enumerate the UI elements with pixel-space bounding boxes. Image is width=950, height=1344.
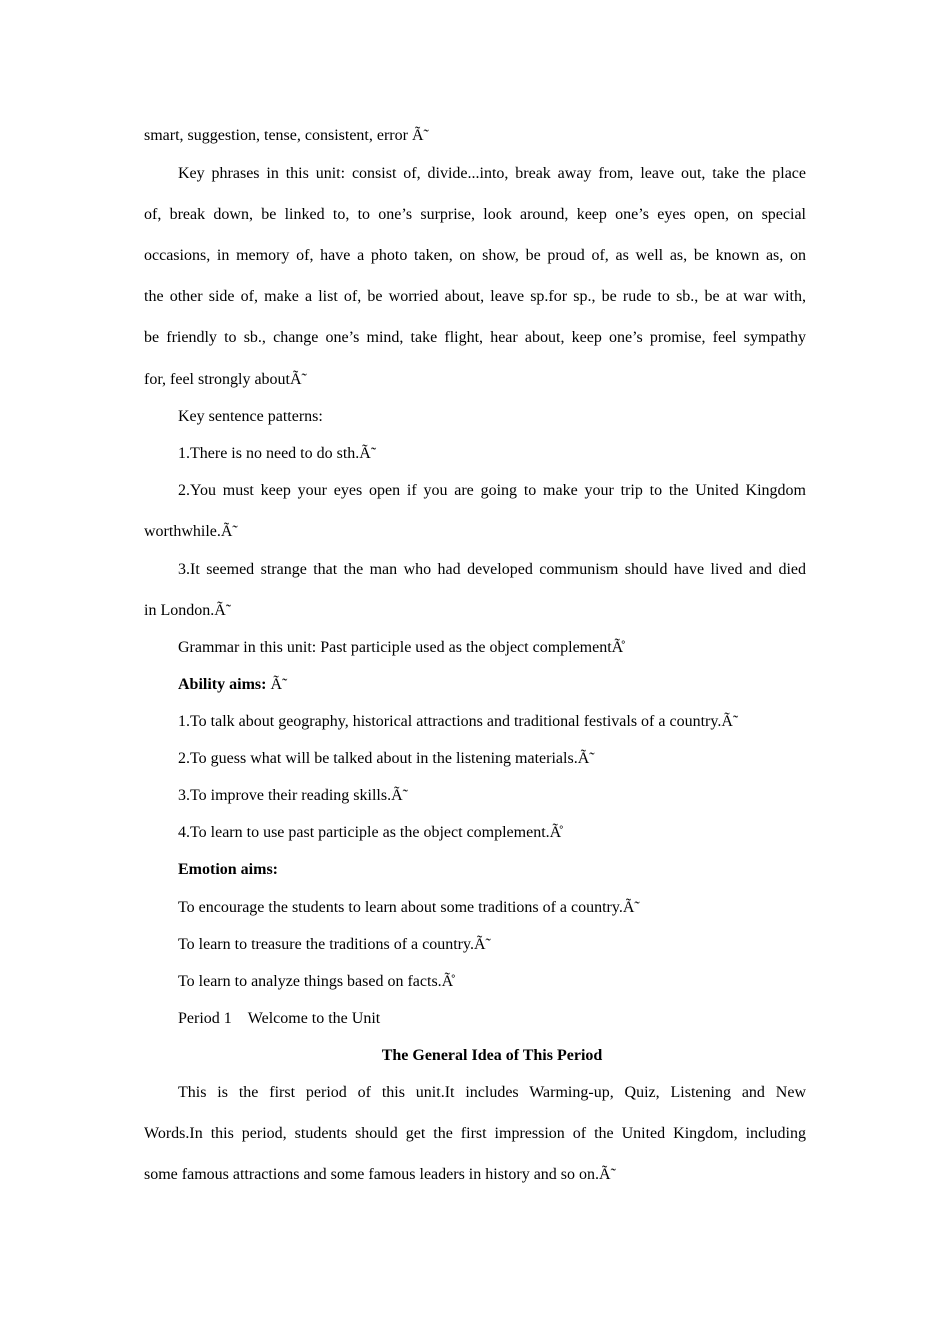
ability-aim-4: 4.To learn to use past participle as the object complement.Ã̊ xyxy=(178,824,562,841)
emotion-aim-1: To encourage the students to learn about some traditions of a country.Ã̃ xyxy=(178,899,635,916)
key-phrases-line-4: the other side of, make a list of, be worried about, leave sp.for sp., be rude to sb., be at war with, xyxy=(144,288,806,305)
ability-aims-heading: Ability aims: xyxy=(178,676,271,693)
emotion-aim-2: To learn to treasure the traditions of a country.Ã̃ xyxy=(178,936,486,953)
key-phrases-line-2: of, break down, be linked to, to one’s surprise, look around, keep one’s eyes open, on special xyxy=(144,206,806,223)
sentence-pattern-2-line-2: worthwhile.Ã̃ xyxy=(144,523,233,540)
general-idea-heading: The General Idea of This Period xyxy=(381,1047,603,1064)
general-idea-line-2: Words.In this period, students should get the first impression of the United Kingdom, including xyxy=(144,1125,806,1142)
general-idea-line-1: This is the first period of this unit.It includes Warming-up, Quiz, Listening and New xyxy=(178,1084,806,1101)
emotion-aim-3: To learn to analyze things based on facts.Ã̊ xyxy=(178,973,454,990)
period-title: Period 1 Welcome to the Unit xyxy=(178,1010,381,1027)
ability-aim-3: 3.To improve their reading skills.Ã̃ xyxy=(178,787,403,804)
ability-aim-2: 2.To guess what will be talked about in the listening materials.Ã̃ xyxy=(178,750,590,767)
sentence-pattern-1: 1.There is no need to do sth.Ã̃ xyxy=(178,445,371,462)
emotion-aims-heading: Emotion aims: xyxy=(178,861,278,878)
general-idea-line-3: some famous attractions and some famous leaders in history and so on.Ã̃ xyxy=(144,1166,611,1183)
vocabulary-line: smart, suggestion, tense, consistent, error Ã̃ xyxy=(144,127,424,144)
ability-aims-line xyxy=(178,675,806,695)
sentence-pattern-2-line-1: 2.You must keep your eyes open if you are going to make your trip to the United Kingdom xyxy=(178,482,806,499)
key-phrases-line-1: Key phrases in this unit: consist of, divide...into, break away from, leave out, take the place xyxy=(178,165,806,182)
ability-aim-1: 1.To talk about geography, historical attractions and traditional festivals of a country.Ã̃ xyxy=(178,713,733,730)
key-phrases-line-3: occasions, in memory of, have a photo taken, on show, be proud of, as well as, be known as, on xyxy=(144,247,806,264)
key-phrases-line-6: for, feel strongly aboutÃ̃ xyxy=(144,371,302,388)
sentence-pattern-3-line-1: 3.It seemed strange that the man who had developed communism should have lived and died xyxy=(178,561,806,578)
grammar-line: Grammar in this unit: Past participle used as the object complementÃ̊ xyxy=(178,639,624,656)
ability-aims-mark: Ã̃ xyxy=(270,676,283,693)
sentence-pattern-3-line-2: in London.Ã̃ xyxy=(144,602,226,619)
key-phrases-line-5: be friendly to sb., change one’s mind, take flight, hear about, keep one’s promise, feel sympathy xyxy=(144,329,806,346)
key-sentence-heading: Key sentence patterns: xyxy=(178,408,323,425)
